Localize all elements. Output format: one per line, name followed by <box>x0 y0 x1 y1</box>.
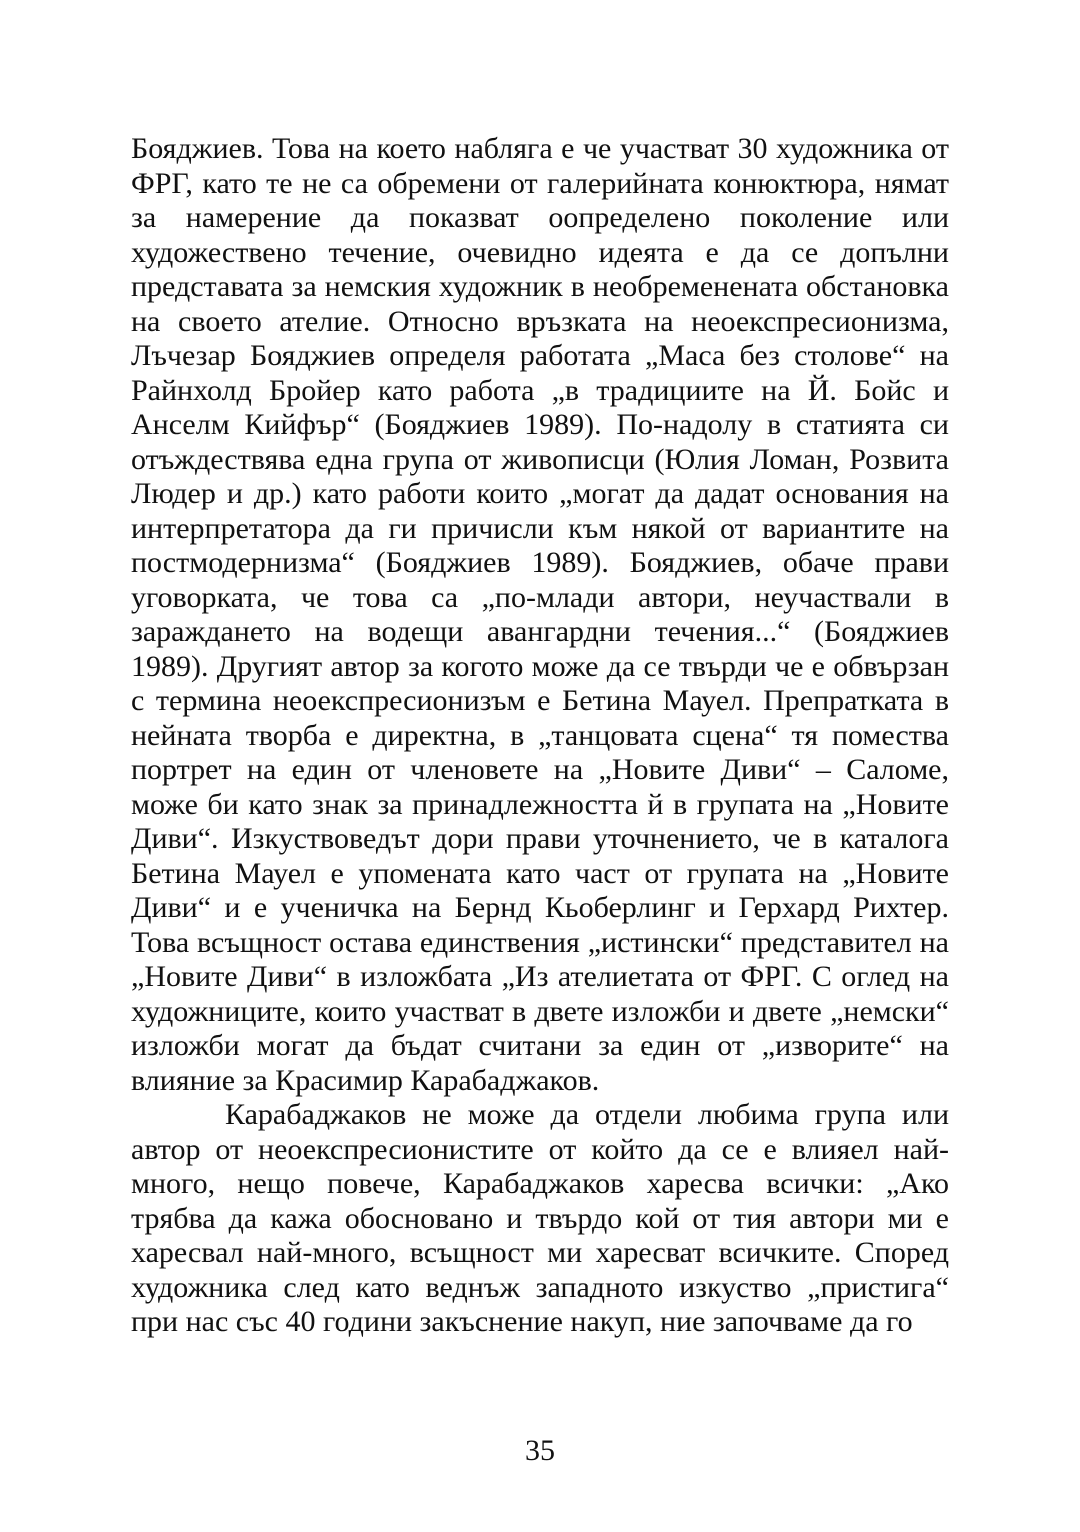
body-paragraph-1: Бояджиев. Това на което набляга е че участват 30 художника от ФРГ, като те не са обремени от галерийната конюктюра, нямат за намерение да показват оопределено поколение или художествено течение, очевидно идеята е да се допълни представата за немския художник в необременената обстановка на своето ателие. Относно връзката на неоекспресионизма, Лъчезар Бояджиев определя работата „Маса без столове“ на Райнхолд Бройер като работа „в традициите на Й. Бойс и Анселм Кийфър“ (Бояджиев 1989). По-надолу в статията си отъждествява една група от живописци (Юлия Ломан, Розвита Людер и др.) като работи които „могат да дадат основания на интерпретатора да ги причисли към някой от вариантите на постмодернизма“ (Бояджиев 1989). Бояджиев, обаче прави уговорката, че това са „по-млади автори, неучаствали в зараждането на водещи авангардни течения...“ (Бояджиев 1989). Другият автор за когото може да се твърди че е обвързан с термина неоекспресионизъм е Бетина Мауел. Препратката в нейната творба е директна, в „танцовата сцена“ тя помества портрет на един от членовете на „Новите Диви“ – Саломе, може би като знак за принадлежността й в групата на „Новите Диви“. Изкуствоведът дори прави уточнението, че в каталога Бетина Мауел е упомената като част от групата на „Новите Диви“ и е ученичка на Бернд Кьоберлинг и Герхард Рихтер. Това всъщност остава единствения „истински“ представител на „Новите Диви“ в изложбата „Из ателиетата от ФРГ. С оглед на художниците, които участват в двете изложби и двете „немски“ изложби могат да бъдат считани за един от „изворите“ на влияние за Красимир Карабаджаков. <box>131 132 949 1097</box>
body-paragraph-2: Карабаджаков не може да отдели любима група или автор от неоекспресионистите от който да се е влияел най-много, нещо повече, Карабаджаков харесва всички: „Ако трябва да кажа обосновано и твърдо кой от тия автори ми е харесвал най-много, всъщност ми харесват всичките. Според художника след като веднъж западното изкуство „пристига“ при нас със 40 години закъснение накуп, ние започваме да го <box>131 1098 949 1338</box>
page-body <box>131 132 949 1340</box>
page-number: 35 <box>525 1434 555 1467</box>
